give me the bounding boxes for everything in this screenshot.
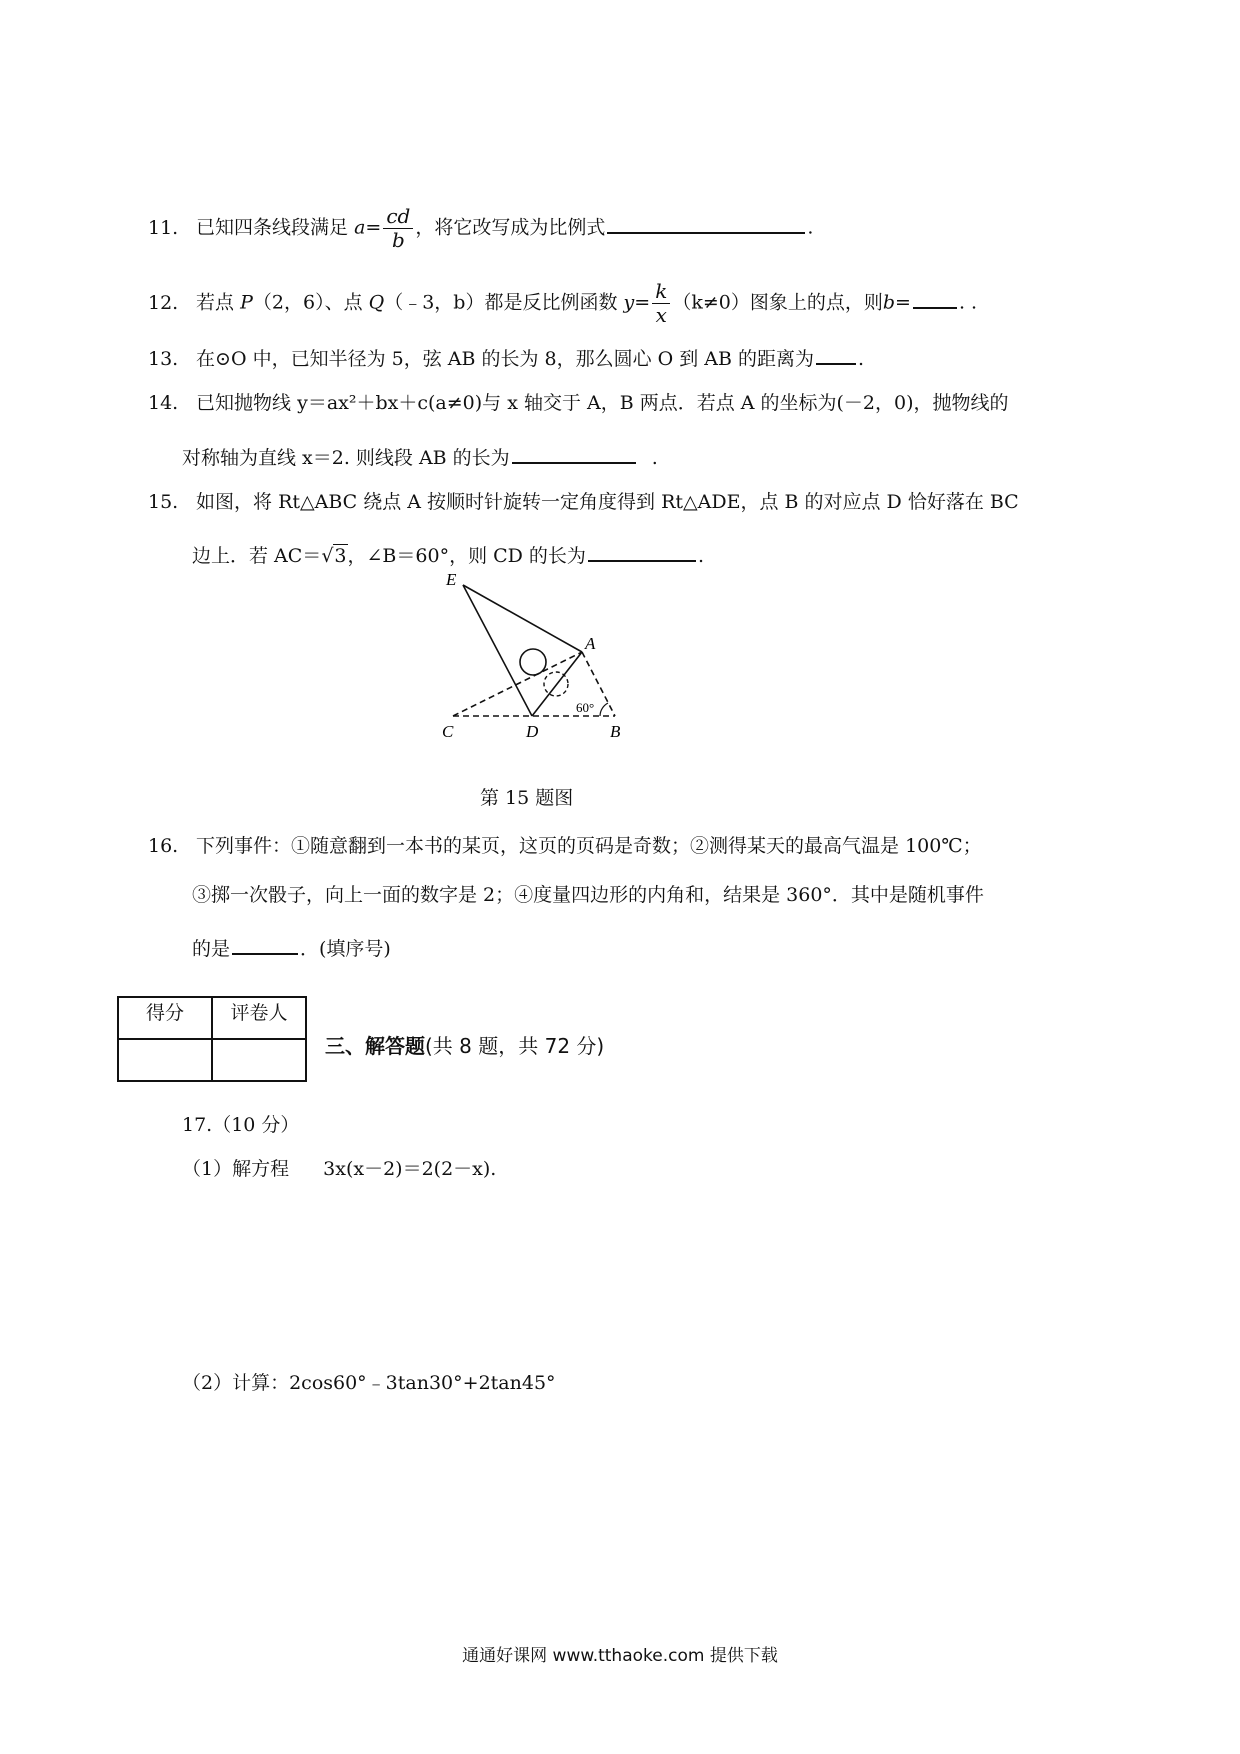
label-a: A [585,634,596,653]
question-15 [148,491,1019,514]
question-text: ，将它改写成为比例式 [415,216,606,239]
period: . [651,447,658,469]
question-16-line3 [192,933,391,961]
question-17-header: 17.（10 分） [182,1114,300,1136]
label-b: B [610,722,621,741]
period: . . [958,291,978,314]
question-number: 13. [148,348,179,370]
question-17-part2: （2）计算：2cos60°﹣3tan30°+2tan45° [182,1372,556,1394]
label-c: C [442,722,454,741]
math-variable: b= [882,291,911,314]
question-12 [148,280,977,327]
question-text: 对称轴为直线 x＝2. 则线段 AB 的长为 [182,447,510,469]
figure-svg [430,565,630,745]
square-root: √3 [321,545,347,567]
angle-arc [600,703,608,716]
question-number: 16. [148,835,179,857]
grader-cell [212,1039,306,1081]
segment-ca [453,652,582,716]
answer-blank [607,212,805,234]
geometry-figure [430,565,630,750]
label-d: D [526,722,539,741]
question-text: 下列事件：①随意翻到一本书的某页，这页的页码是奇数；②测得某天的最高气温是 100℃； [196,835,982,857]
label-e: E [446,570,457,589]
period: . [807,216,814,239]
question-14-line2 [182,442,658,470]
score-header: 得分 [118,997,212,1039]
answer-blank [512,442,636,464]
question-number: 11. [148,216,179,239]
question-16-line2 [192,884,984,907]
answer-blank [816,343,856,365]
segment-ad [532,652,582,716]
question-text: ③掷一次骰子，向上一面的数字是 2；④度量四边形的内角和，结果是 360°．其中是随机事件 [192,884,984,906]
answer-blank [232,933,298,955]
question-text: ．(填序号) [300,938,391,960]
question-number: 15. [148,491,179,513]
question-15-line2 [192,540,704,568]
question-text: （﹣3，b）都是反比例函数 [384,291,618,314]
question-14 [148,392,1009,415]
question-text: （2，6）、点 [252,291,363,314]
question-text: 已知抛物线 y＝ax²＋bx＋c(a≠0)与 x 轴交于 A，B 两点．若点 A 的坐标为(－2，0)，抛物线的 [196,392,1009,414]
question-text: （k≠0）图象上的点，则 [672,291,883,314]
math-variable: a= [354,216,382,239]
question-11 [148,205,813,252]
section-title [325,1030,604,1059]
grader-header: 评卷人 [212,997,306,1039]
answer-blank [588,540,696,562]
question-17-part1 [182,1158,496,1181]
label-angle: 60° [576,700,595,715]
period: . [697,545,704,567]
page-footer: 通通好课网 www.tthaoke.com 提供下载 [462,1646,778,1666]
math-variable: y= [623,291,651,314]
question-text: （1）解方程 [182,1158,290,1180]
fraction: $\frac{k}{x}$ [652,280,670,327]
question-13 [148,343,864,371]
circle-solid [520,649,546,675]
question-text: 在⊙O 中，已知半径为 5，弦 AB 的长为 8，那么圆心 O 到 AB 的距离为 [196,348,815,370]
section-detail: (共 8 题，共 72 分) [425,1034,605,1058]
question-text: 已知四条线段满足 [196,216,349,239]
score-table [117,996,307,1082]
question-text: ，∠B＝60°，则 CD 的长为 [347,545,586,567]
question-number: 12. [148,291,179,314]
math-variable: Q [368,291,385,314]
question-text: 的是 [192,938,231,960]
math-variable: P [240,291,253,314]
question-text: 若点 [196,291,235,314]
section-heading: 三、解答题 [325,1034,425,1058]
question-number: 14. [148,392,179,414]
question-text: 边上．若 AC＝ [192,545,322,567]
question-16 [148,835,982,858]
question-text: 如图，将 Rt△ABC 绕点 A 按顺时针旋转一定角度得到 Rt△ADE，点 B 的对应点 D 恰好落在 BC [196,491,1019,513]
fraction: $\frac{cd}{b}$ [383,205,413,252]
period: . [858,348,865,370]
answer-blank [913,287,957,309]
score-cell [118,1039,212,1081]
equation: 3x(x－2)＝2(2－x). [323,1158,497,1180]
figure-caption: 第 15 题图 [480,787,574,809]
